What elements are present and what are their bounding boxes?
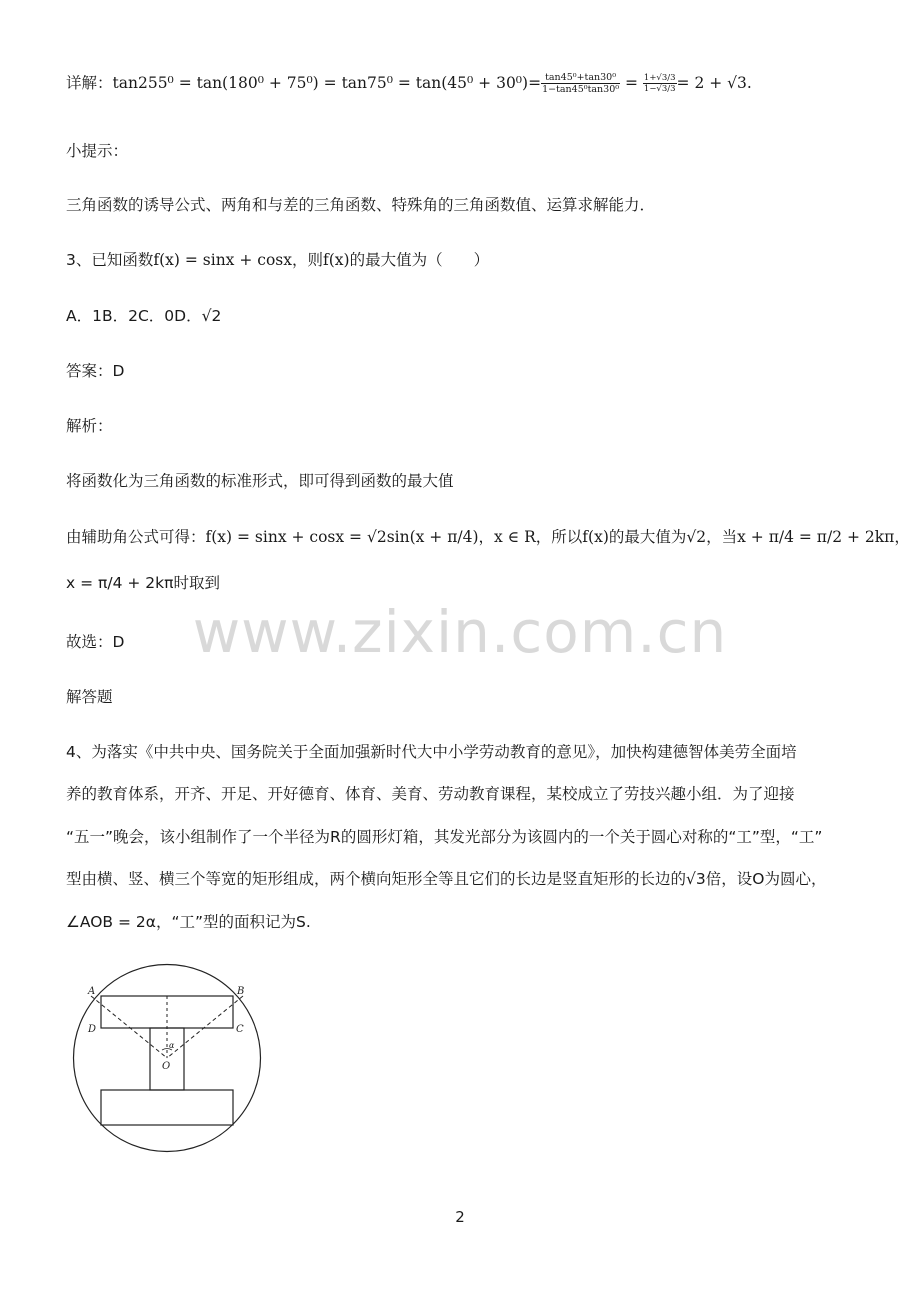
page-number: 2 (455, 1208, 465, 1226)
fraction-denominator: 1−√3/3 (643, 84, 676, 94)
fraction-numerator: tan45⁰+tan30⁰ (541, 72, 620, 84)
derivation-max: f(x)的最大值为√2 (582, 528, 707, 546)
q3-function-2: f(x) (323, 251, 350, 269)
vertical-rect (150, 1028, 184, 1090)
derivation-when: ，当x + π/4 = π/2 + 2kπ， (706, 528, 910, 546)
q3-analysis-label: 解析： (66, 417, 113, 435)
dashed-line-OA (91, 996, 167, 1058)
q4-line-1: 4、为落实《中共中央、国务院关于全面加强新时代大中小学劳动教育的意见》，加快构建德智体美劳全面培 (66, 743, 797, 761)
detail-result: = 2 + √3. (676, 74, 752, 92)
q3-stem-prefix: 3、已知函数 (66, 251, 154, 269)
detail-equation-left: tan255⁰ = tan(180⁰ + 75⁰) = tan75⁰ = tan(45⁰ + 30⁰)= (112, 74, 542, 92)
q3-stem-suffix: 的最大值为（ ） (349, 251, 490, 269)
q4-line-3: “五一”晚会，该小组制作了一个半径为R的圆形灯箱，其发光部分为该圆内的一个关于圆心对称的“工”型，“工” (66, 828, 823, 846)
q4-line-4: 型由横、竖、横三个等宽的矩形组成，两个横向矩形全等且它们的长边是竖直矩形的长边的√3倍，设O为圆心， (66, 870, 827, 888)
q4-line-2: 养的教育体系，开齐、开足、开好德育、体育、美育、劳动教育课程，某校成立了劳技兴趣小组．为了迎接 (66, 785, 795, 803)
q3-function: f(x) = sinx + cosx (153, 251, 292, 269)
q3-derivation (66, 527, 910, 547)
section-heading: 解答题 (66, 688, 113, 706)
bottom-horizontal-rect (101, 1090, 233, 1125)
hint-label: 小提示： (66, 142, 129, 160)
dashed-line-OB (167, 996, 243, 1058)
derivation-equation: f(x) = sinx + cosx = √2sin(x + π/4)，x ∈ R (205, 528, 536, 546)
label-D: D (88, 1024, 97, 1035)
label-alpha: α (169, 1041, 175, 1050)
label-O: O (162, 1061, 171, 1072)
q3-answer: 答案：D (66, 362, 125, 380)
detail-fraction-1 (541, 72, 620, 95)
derivation-mid: ，所以 (535, 528, 583, 546)
gong-shape-figure (66, 958, 266, 1158)
fraction-numerator: 1+√3/3 (643, 73, 676, 83)
q3-options: A．1B．2C．0D．√2 (66, 307, 222, 325)
fraction-denominator: 1−tan45⁰tan30⁰ (542, 84, 620, 95)
label-C: C (236, 1024, 244, 1035)
watermark: www.zixin.com.cn (192, 598, 728, 666)
q4-line-5: ∠AOB = 2α，“工”型的面积记为S. (66, 913, 311, 931)
top-horizontal-rect (101, 996, 233, 1028)
detail-fraction-2 (643, 73, 677, 94)
q3-stem (66, 250, 489, 270)
q3-analysis-text: 将函数化为三角函数的标准形式，即可得到函数的最大值 (66, 472, 454, 490)
detail-line: 详解：tan255⁰ = tan(180⁰ + 75⁰) = tan75⁰ = tan(45⁰ + 30⁰)= $\frac{\text{tan45⁰+tan30⁰}}{\text{1−tan45⁰tan30⁰}}$ = $\frac{1+√3/3}{1-√3/3}$ = 2 + √3. (66, 72, 752, 95)
detail-label: 详解： (66, 74, 113, 92)
q3-derivation-line2: x = π/4 + 2kπ时取到 (66, 574, 220, 592)
label-B: B (237, 986, 245, 997)
label-A: A (88, 986, 96, 997)
derivation-prefix: 由辅助角公式可得： (66, 528, 206, 546)
q3-stem-mid: ，则 (291, 251, 323, 269)
q3-choice: 故选：D (66, 633, 125, 651)
hint-text: 三角函数的诱导公式、两角和与差的三角函数、特殊角的三角函数值、运算求解能力． (66, 196, 656, 214)
